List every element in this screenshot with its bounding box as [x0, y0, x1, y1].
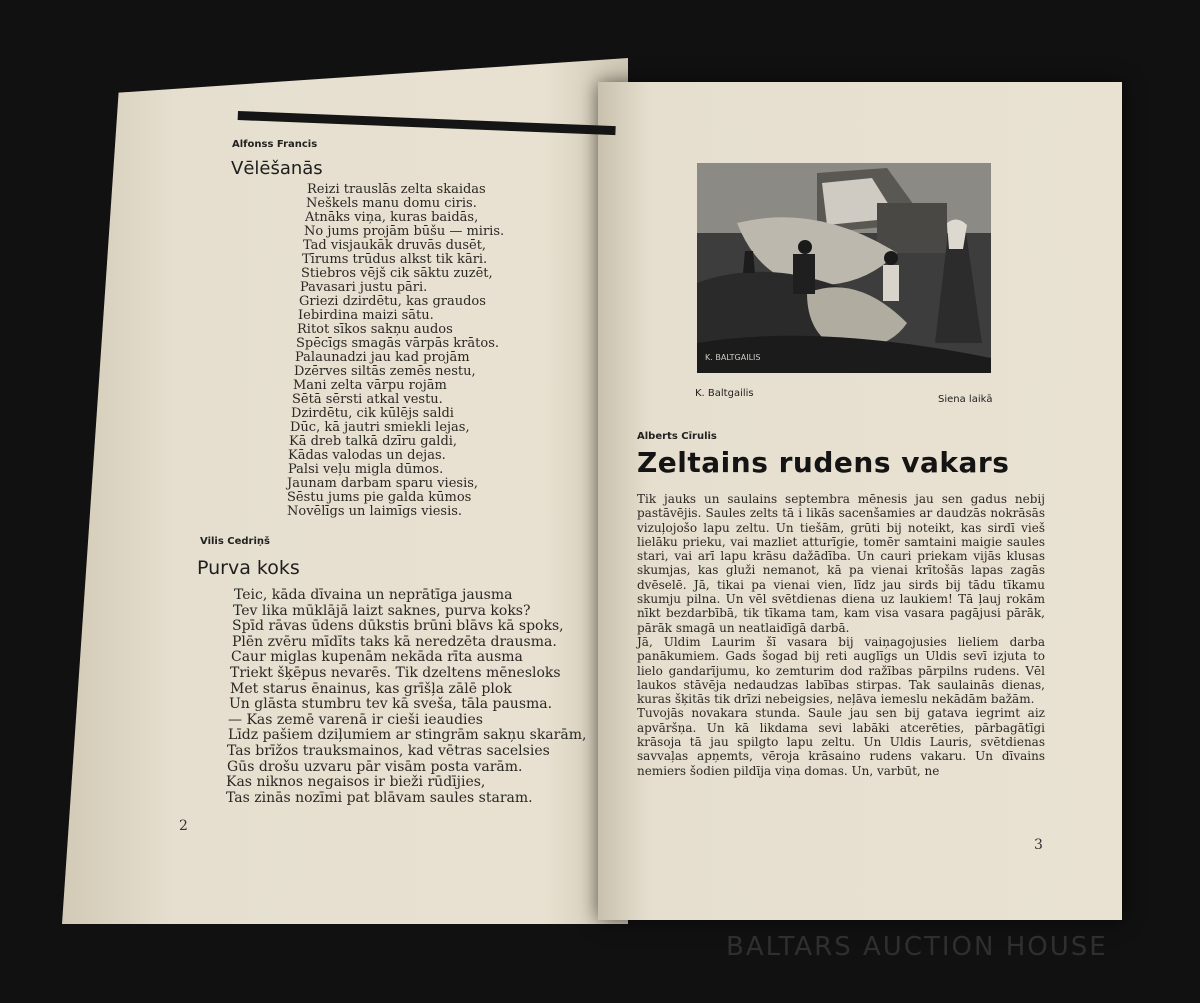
poem2-author: Vilis Cedriņš	[200, 536, 270, 547]
poem-line: Met starus ēnainus, kas grīšļa zālē plok	[230, 680, 512, 697]
poem-line: No jums projām būšu — miris.	[304, 224, 505, 239]
poem-line: Tas zinās nozīmi pat blāvam saules staram.	[226, 789, 533, 806]
poem-line: Ritot sīkos sakņu audos	[297, 322, 453, 337]
poem-line: Gūs drošu uzvaru pār visām posta varām.	[227, 758, 523, 775]
poem-line: Kas niknos negaisos ir bieži rūdījies,	[226, 774, 486, 791]
poem-line: Caur miglas kupenām nekāda rīta ausma	[231, 649, 523, 666]
auction-watermark: BALTARS AUCTION HOUSE	[726, 932, 1108, 962]
poem-line: Un glāsta stumbru tev kā sveša, tāla pausma.	[229, 696, 553, 713]
poem-line: Kādas valodas un dejas.	[288, 448, 446, 463]
poem-line: Triekt šķēpus nevarēs. Tik dzeltens mēnesloks	[230, 664, 561, 681]
poem-line: Dzirdētu, cik kūlējs saldi	[291, 406, 454, 421]
story-paragraph: Tik jauks un saulains septembra mēnesis jau sen gadus nebij pastāvējis. Saules zelts tā i likās sacenšamies ar daudzās nokrāsās vizuļojošo lapu zeltu. Un tiešām, grūti bij noteikt, kas sirdī vieš lielāku prieku, vai mazliet atturīgie, tomēr samtaini maigie saules stari, vai arī lapu krāsu dažādība. Un cauri priekam vijās klusas skumjas, kas gluži nemanot, kā pa vienai krītošās lapas zagās dvēselē. Jā, tikai pa vienai vien, līdz jau sirds bij tādu tīkamu skumju pilna. Un vēl svētdienas diena uz laukiem! Tā ļauj rokām nīkt bezdarbībā, tik tīkama tam, kam visa vasara pagājusi pārāk, pārāk smagā un neatlaidīgā darbā.	[637, 492, 1045, 635]
poem-line: Stiebros vējš cik sāktu zuzēt,	[301, 266, 493, 281]
poem-line: Teic, kāda dīvaina un neprātīga jausma	[234, 587, 513, 603]
story-body	[637, 492, 1045, 778]
poem-line: Novēlīgs un laimīgs viesis.	[287, 504, 463, 519]
poem-line: Iebirdina maizi sātu.	[298, 308, 434, 323]
poem-line: Sēstu jums pie galda kūmos	[287, 490, 472, 505]
poem-line: Dūc, kā jautri smiekli lejas,	[290, 420, 470, 435]
poem-line: Tad visjaukāk druvās dusēt,	[303, 238, 487, 253]
poem-line: Palaunadzi jau kad projām	[295, 350, 470, 365]
poem-line: Pavasari justu pāri.	[300, 280, 428, 295]
poem-line: Dzērves siltās zemēs nestu,	[294, 364, 476, 379]
poem1-title: Vēlēšanās	[231, 158, 323, 179]
poem1-stanza	[287, 183, 504, 519]
poem-line: Spīd rāvas ūdens dūkstis brūni blāvs kā spoks,	[232, 618, 564, 635]
poem1-author: Alfonss Francis	[232, 139, 318, 150]
poem-line: Spēcīgs smagās vārpās krātos.	[296, 336, 499, 351]
poem2-title: Purva koks	[197, 557, 300, 579]
painting-signature: K. BALTGAILIS	[705, 353, 761, 362]
poem-line: Tīrums trūdus alkst tik kāri.	[302, 252, 488, 267]
poem-line: Jaunam darbam sparu viesis,	[287, 476, 479, 491]
poem-line: — Kas zemē varenā ir cieši ieaudies	[228, 711, 483, 728]
poem-line: Līdz pašiem dziļumiem ar stingrām sakņu skarām,	[228, 727, 587, 744]
page-number-right: 3	[1034, 837, 1043, 853]
poem-line: Sētā sērsti atkal vestu.	[292, 392, 443, 407]
poem-line: Atnāks viņa, kuras baidās,	[305, 210, 479, 225]
poem-line: Tev lika mūklājā laizt saknes, purva koks?	[233, 602, 531, 619]
story-author: Alberts Cīrulis	[637, 431, 717, 442]
story-paragraph: Jā, Uldim Laurim šī vasara bij vaiņagojusies lieliem darba panākumiem. Gads šogad bij reti auglīgs un Uldis sevī izjuta to lielo gandarījumu, ko zemturim dod ražības pārpilns rudens. Vēl laukos stāvēja nedaudzas labības stirpas. Tak saulainās dienas, kuras šķitās tik drīzi nebeigsies, neļāva iemeslu nekādām bažām.	[637, 634, 1045, 707]
painting-image	[697, 163, 991, 373]
illustration-haymaking	[697, 163, 991, 373]
story-paragraph: Tuvojās novakara stunda. Saule jau sen bij gatava iegrimt aiz apvāršņa. Un kā likdama sevi labāki atcerēties, pārbagātīgi krāsoja tā jau spilgto lapu zeltu. Un Uldis Lauris, svētdienas savvaļas apņemts, vēroja krāsaino rudens vakaru. Un dīvains nemiers šodien pildīja viņa domas. Un, varbūt, ne	[637, 706, 1045, 778]
poem-line: Plēn zvēru mīdīts taks kā neredzēta drausma.	[232, 633, 557, 650]
illustration-title: Siena laikā	[938, 394, 993, 405]
page-number-left: 2	[179, 818, 188, 834]
poem-line: Griezi dzirdētu, kas graudos	[299, 294, 486, 309]
poem2-sonnet	[226, 588, 586, 806]
poem-line: Tas brīžos trauksmainos, kad vētras sacelsies	[227, 742, 550, 759]
poem-line: Mani zelta vārpu rojām	[293, 378, 447, 393]
poem-line: Palsi veļu migla dūmos.	[288, 462, 444, 477]
illustration-artist: K. Baltgailis	[695, 388, 754, 399]
poem-line: Kā dreb talkā dzīru galdi,	[289, 434, 458, 449]
poem-line: Neškels manu domu ciris.	[306, 196, 477, 211]
story-title: Zeltains rudens vakars	[637, 446, 1010, 479]
poem-line: Reizi trauslās zelta skaidas	[307, 182, 486, 197]
